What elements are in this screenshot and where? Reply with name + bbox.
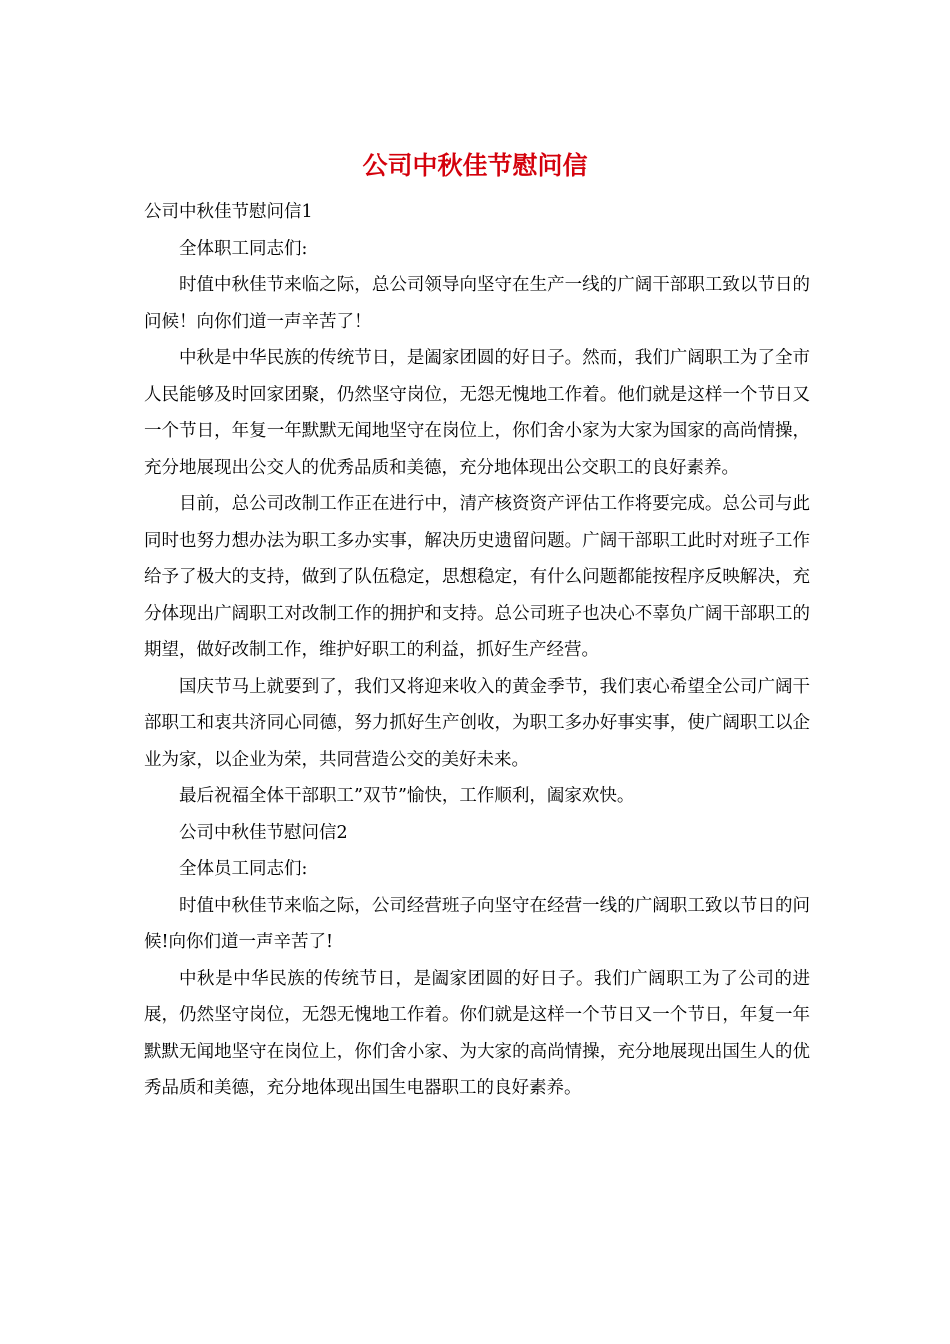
paragraph: 时值中秋佳节来临之际，总公司领导向坚守在生产一线的广阔干部职工致以节日的问候！向你们道一声辛苦了！ [144,275,810,332]
paragraph-heading-1: 公司中秋佳节慰问信1 [144,202,313,222]
paragraph: 中秋是中华民族的传统节日，是阖家团圆的好日子。然而，我们广阔职工为了全市人民能够及时回家团聚，仍然坚守岗位，无怨无愧地工作着。他们就是这样一个节日又一个节日，年复一年默默无闻地坚守在岗位上，你们舍小家为大家为国家的高尚情操，充分地展现出公交人的优秀品质和美德，充分地体现出公交职工的良好素养。 [144,348,810,478]
document-body [144,194,810,1107]
paragraph: 国庆节马上就要到了，我们又将迎来收入的黄金季节，我们衷心希望全公司广阔干部职工和衷共济同心同德，努力抓好生产创收，为职工多办好事实事，使广阔职工以企业为家，以企业为荣，共同营造公交的美好未来。 [144,676,810,770]
paragraph: 中秋是中华民族的传统节日，是阖家团圆的好日子。我们广阔职工为了公司的进展，仍然坚守岗位，无怨无愧地工作着。你们就是这样一个节日又一个节日，年复一年默默无闻地坚守在岗位上，你们舍小家、为大家的高尚情操，充分地展现出国生人的优秀品质和美德，充分地体现出国生电器职工的良好素养。 [144,968,810,1098]
paragraph: 时值中秋佳节来临之际，公司经营班子向坚守在经营一线的广阔职工致以节日的问候!向你们道一声辛苦了! [144,895,810,952]
paragraph-salutation-1: 全体职工同志们: [179,238,308,259]
paragraph-heading-2: 公司中秋佳节慰问信2 [179,822,348,843]
paragraph: 目前，总公司改制工作正在进行中，清产核资资产评估工作将要完成。总公司与此同时也努力想办法为职工多办实事，解决历史遗留问题。广阔干部职工此时对班子工作给予了极大的支持，做到了队伍稳定，思想稳定，有什么问题都能按程序反映解决，充分体现出广阔职工对改制工作的拥护和支持。总公司班子也决心不辜负广阔干部职工的期望，做好改制工作，维护好职工的利益，抓好生产经营。 [144,494,810,660]
paragraph-salutation-2: 全体员工同志们: [179,859,308,879]
document-title: 公司中秋佳节慰问信 [362,151,588,180]
paragraph-closing: 最后祝福全体干部职工”双节”愉快，工作顺利，阖家欢快。 [179,786,635,806]
